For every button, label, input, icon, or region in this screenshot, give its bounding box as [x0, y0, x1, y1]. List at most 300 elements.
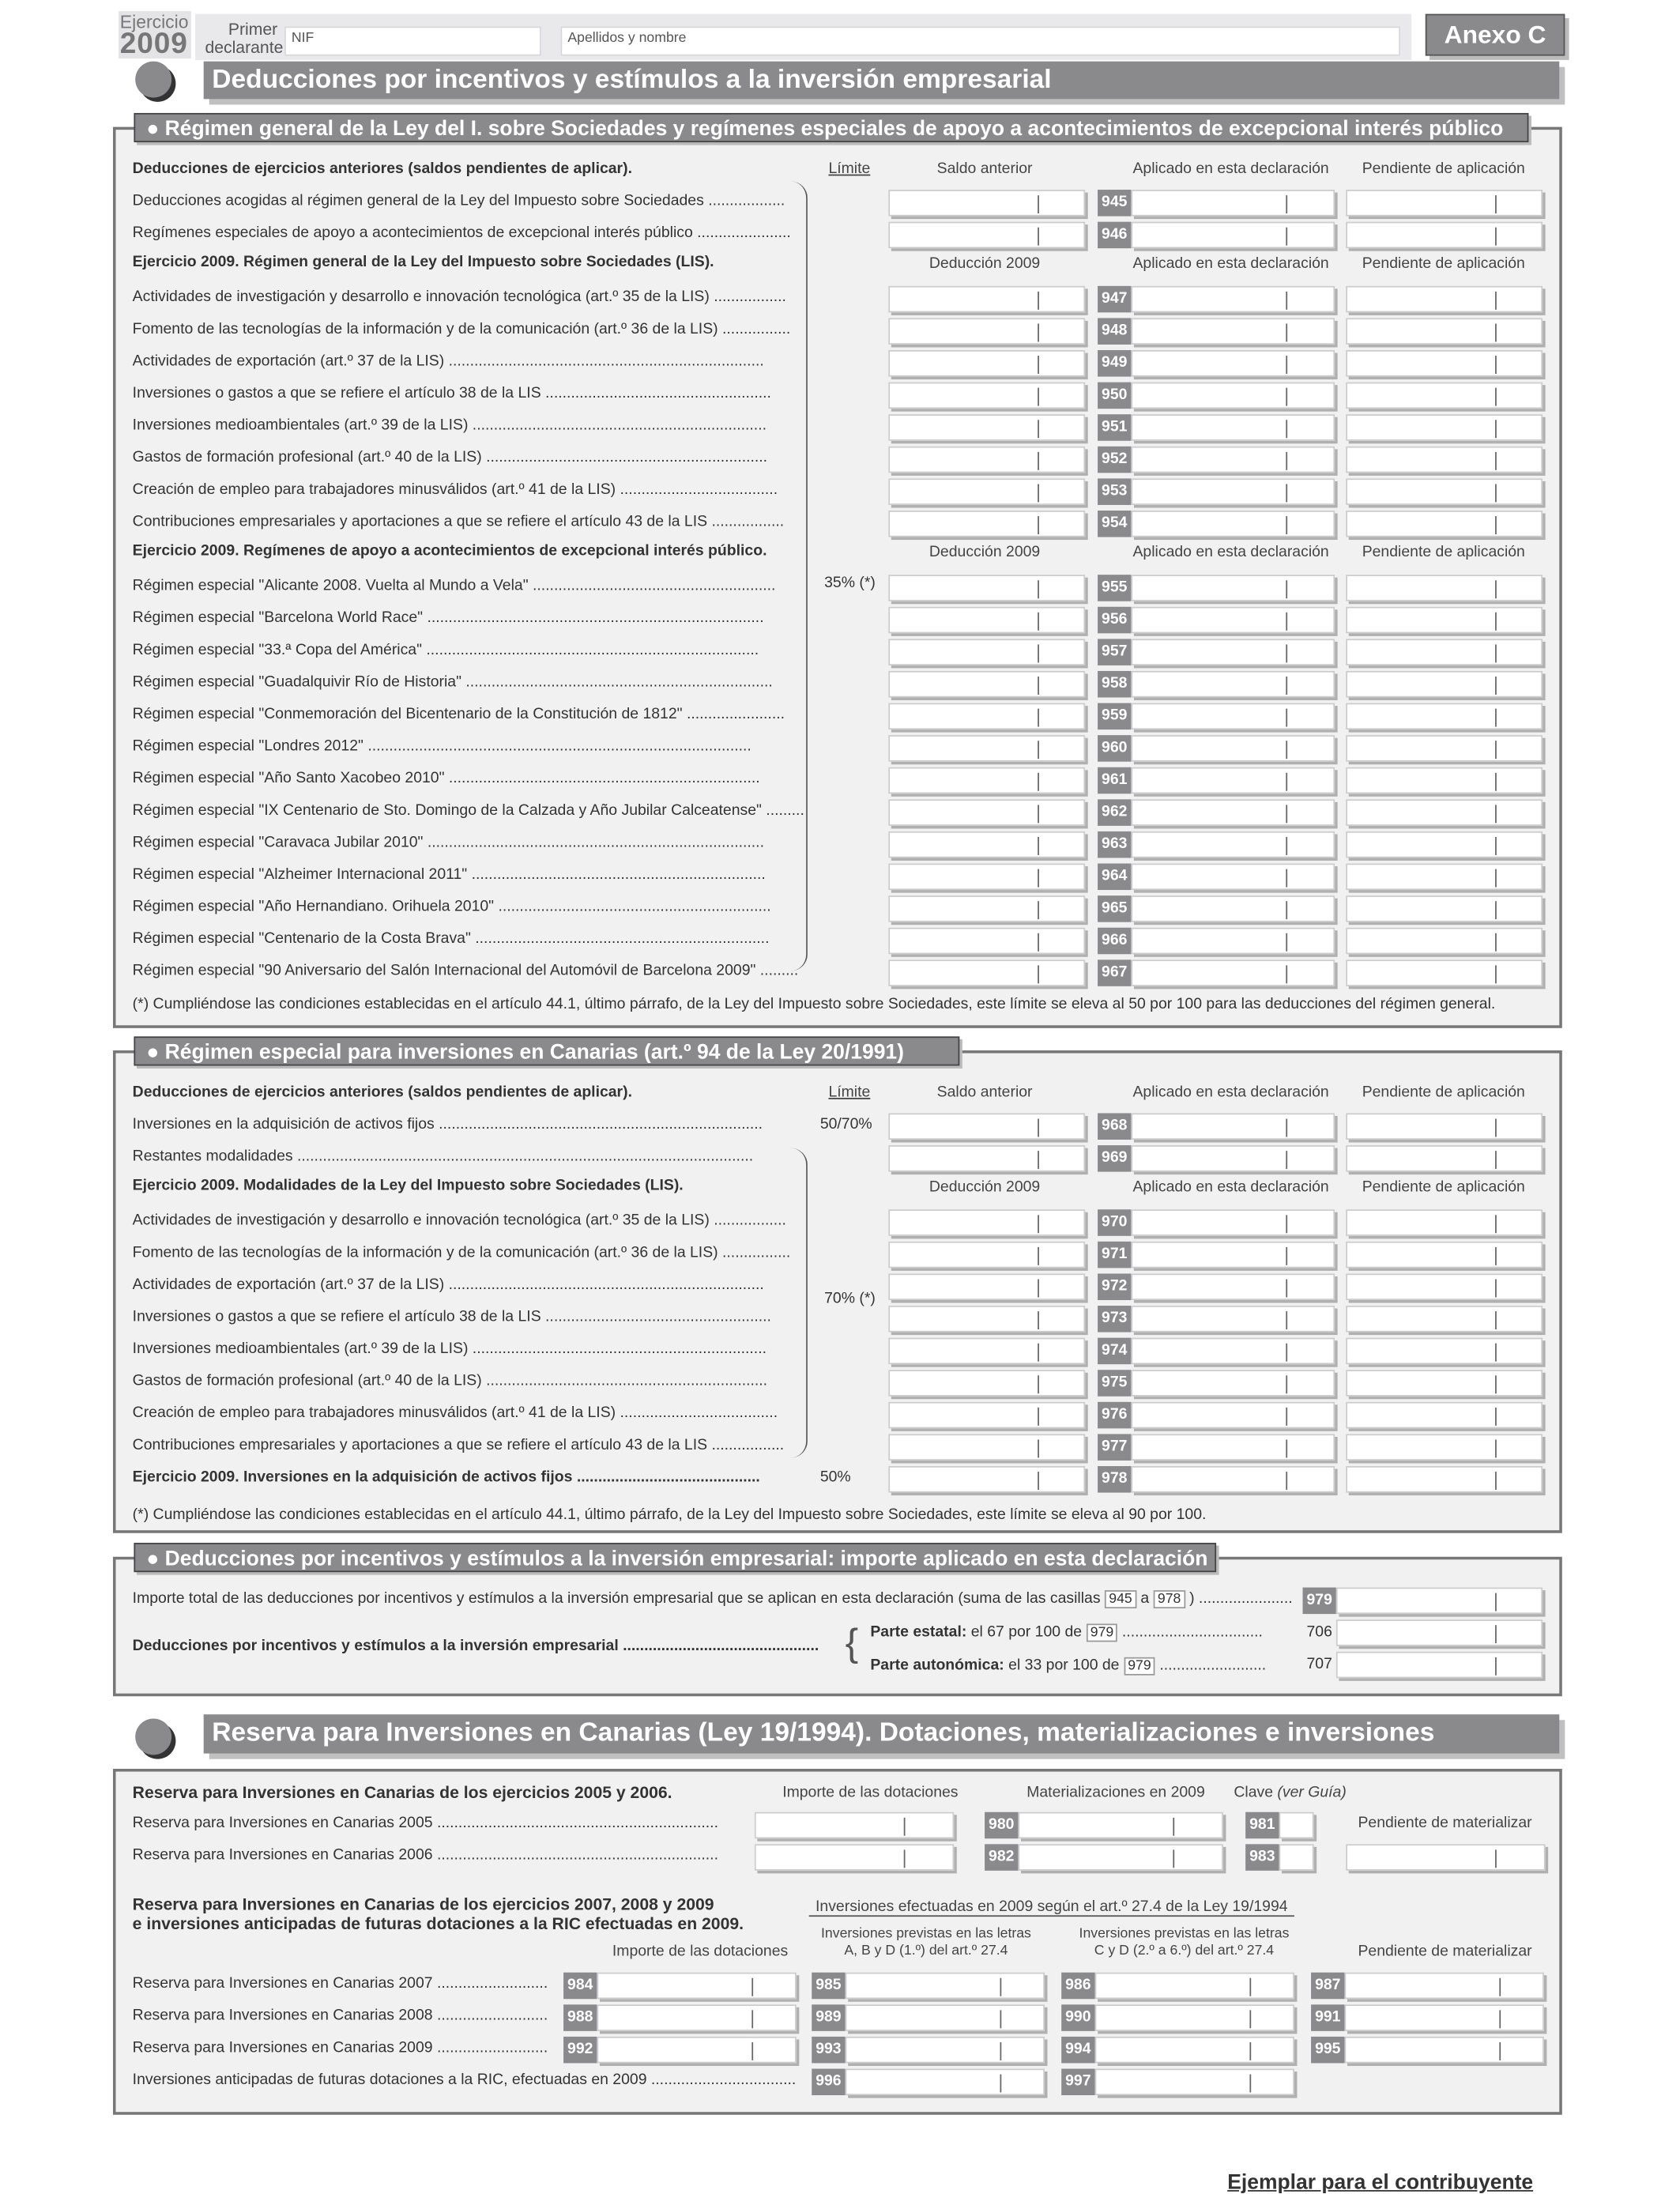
field-applied-947[interactable] [1131, 286, 1335, 313]
field-pending-958[interactable] [1346, 671, 1543, 698]
code-966: 966 [1098, 928, 1131, 955]
ric-2005-label: Reserva para Inversiones en Canarias 2005 .................................................................. [132, 1815, 718, 1832]
field-pending-962[interactable] [1346, 799, 1543, 826]
col-inversiones: Inversiones efectuadas en 2009 según el art.º 27.4 de la Ley 19/1994 [809, 1898, 1294, 1917]
code-961: 961 [1098, 767, 1131, 794]
field-pending-977[interactable] [1346, 1434, 1543, 1461]
field-applied-964[interactable] [1131, 864, 1335, 891]
field-980[interactable] [1018, 1812, 1222, 1839]
name-label: Apellidos y nombre [567, 30, 687, 47]
s2-row-limit: 50/70% [819, 1116, 872, 1133]
code-965: 965 [1098, 895, 1131, 922]
s1-row-label: Régimen especial "Caravaca Jubilar 2010" ............................................................................... [132, 834, 764, 851]
s2-row-label: Inversiones o gastos a que se refiere el artículo 38 de la LIS ..................................................... [132, 1308, 771, 1325]
s1-row-label: Régimen especial "33.ª Copa del América" .............................................................................. [132, 641, 759, 659]
field-993[interactable] [846, 2037, 1045, 2064]
field-pending-946[interactable] [1346, 222, 1543, 249]
s1-row-label: Régimen especial "Guadalquivir Río de Historia" ........................................................................ [132, 673, 773, 691]
auton-b: el 33 por 100 de [1008, 1657, 1120, 1674]
field-prev-953[interactable] [888, 478, 1085, 505]
s1-row-label: Régimen especial "Año Hernandiano. Orihuela 2010" ................................................................ [132, 898, 771, 915]
code-946: 946 [1098, 222, 1131, 249]
field-applied-956[interactable] [1131, 607, 1335, 634]
field-pending-967[interactable] [1346, 959, 1543, 986]
field-applied-948[interactable] [1131, 318, 1335, 345]
field-applied-955[interactable] [1131, 575, 1335, 601]
field-987[interactable] [1344, 1973, 1543, 2000]
split-brace: { [845, 1620, 859, 1664]
code-968: 968 [1098, 1113, 1131, 1140]
field-applied-975[interactable] [1131, 1370, 1335, 1397]
code-980: 980 [985, 1812, 1018, 1839]
field-prev-957[interactable] [888, 639, 1085, 665]
code-957: 957 [1098, 639, 1131, 665]
s1-row-label: Contribuciones empresariales y aportaciones a que se refiere el artículo 43 de la LIS ................. [132, 513, 785, 530]
ric-anticipadas-label: Inversiones anticipadas de futuras dotaciones a la RIC, efectuadas en 2009 .................................. [132, 2071, 797, 2089]
s2-row-limit: 50% [819, 1468, 851, 1486]
bullet-circle-icon [135, 62, 171, 98]
field-986[interactable] [1095, 1973, 1294, 2000]
field-pending-969[interactable] [1346, 1145, 1543, 1172]
field-pending-961[interactable] [1346, 767, 1543, 794]
section-general-regime-title: ● Régimen general de la Ley del I. sobre Sociedades y regímenes especiales de apoyo a acontecimientos de excepcional interés público [134, 113, 1528, 142]
ref-box: 979 [1124, 1657, 1155, 1676]
s2-row-label: Restantes modalidades ........................................................................................................... [132, 1148, 754, 1165]
ric-row-label: Reserva para Inversiones en Canarias 2008 .......................... [132, 2007, 548, 2025]
s2-row-label: Ejercicio 2009. Inversiones en la adquisición de activos fijos ........................................... [132, 1468, 760, 1486]
field-prev-971[interactable] [888, 1242, 1085, 1269]
s2-row-label: Actividades de investigación y desarrollo e innovación tecnológica (art.º 35 de la LIS) ................. [132, 1212, 786, 1229]
inv1b: A, B y D (1.º) del art.º 27.4 [844, 1943, 1008, 1959]
ric-row-label: Reserva para Inversiones en Canarias 2007 .......................... [132, 1975, 548, 1992]
field-prev-958[interactable] [888, 671, 1085, 698]
field-prev-966[interactable] [888, 928, 1085, 955]
field-applied-957[interactable] [1131, 639, 1335, 665]
s1-prev-heading: Deducciones de ejercicios anteriores (saldos pendientes de aplicar). [132, 160, 632, 178]
s2-footnote: (*) Cumpliéndose las condiciones establecidas en el artículo 44.1, último párrafo, de la Ley del Impuesto sobre Sociedades, este límite se eleva al 90 por 100. [132, 1506, 1207, 1524]
field-prev-959[interactable] [888, 703, 1085, 730]
field-applied-950[interactable] [1131, 383, 1335, 409]
ref-box: 945 [1105, 1590, 1136, 1608]
section-canarias-regime-title: ● Régimen especial para inversiones en Canarias (art.º 94 de la Ley 20/1991) [134, 1036, 959, 1065]
field-pending-963[interactable] [1346, 831, 1543, 858]
field-pending-957[interactable] [1346, 639, 1543, 665]
field-990[interactable] [1095, 2004, 1294, 2031]
field-991[interactable] [1344, 2004, 1543, 2031]
s1-row-label: Régimen especial "Londres 2012" .......................................................................................... [132, 737, 751, 755]
code-959: 959 [1098, 703, 1131, 730]
field-pending-970[interactable] [1346, 1209, 1543, 1236]
clave-italic: (ver Guía) [1277, 1784, 1347, 1801]
field-prev-962[interactable] [888, 799, 1085, 826]
field-pending-976[interactable] [1346, 1402, 1543, 1429]
ref-box: 979 [1086, 1623, 1117, 1642]
inv2a: Inversiones previstas en las letras [1079, 1926, 1290, 1942]
name-field[interactable] [561, 27, 1401, 56]
s2-col-applied: Aplicado en esta declaración [1132, 1084, 1329, 1101]
field-985[interactable] [846, 1973, 1045, 2000]
code-972: 972 [1098, 1273, 1131, 1300]
s1-row-label: Deducciones acogidas al régimen general de la Ley del Impuesto sobre Sociedades .................. [132, 192, 785, 209]
code-973: 973 [1098, 1306, 1131, 1333]
field-pending-951[interactable] [1346, 414, 1543, 441]
s2-row-label: Inversiones medioambientales (art.º 39 de la LIS) ..................................................................... [132, 1340, 767, 1358]
auton-a: Parte autonómica: [870, 1657, 1004, 1674]
field-applied-958[interactable] [1131, 671, 1335, 698]
s1-row-label: Regímenes especiales de apoyo a acontecimientos de excepcional interés público ...................... [132, 224, 791, 242]
field-applied-977[interactable] [1131, 1434, 1335, 1461]
code-953: 953 [1098, 478, 1131, 505]
field-applied-961[interactable] [1131, 767, 1335, 794]
field-pending-974[interactable] [1346, 1338, 1543, 1365]
field-994[interactable] [1095, 2037, 1294, 2064]
field-995[interactable] [1344, 2037, 1543, 2064]
ref-box: 978 [1154, 1590, 1185, 1608]
s1-col-ded2009: Deducción 2009 [929, 544, 1041, 561]
code-982: 982 [985, 1844, 1018, 1871]
code-949: 949 [1098, 350, 1131, 377]
field-prev-955[interactable] [888, 575, 1085, 601]
code-976: 976 [1098, 1402, 1131, 1429]
code-993: 993 [812, 2037, 845, 2064]
field-979[interactable] [1336, 1588, 1543, 1615]
ric-row-label: Reserva para Inversiones en Canarias 2009 .......................... [132, 2039, 548, 2056]
code-950: 950 [1098, 383, 1131, 409]
field-prev-952[interactable] [888, 447, 1085, 473]
estatal-label [870, 1623, 1263, 1642]
field-prev-973[interactable] [888, 1306, 1085, 1333]
field-prev-945[interactable] [888, 190, 1085, 217]
s2-row-label: Fomento de las tecnologías de la información y de la comunicación (art.º 36 de la LIS) ................ [132, 1244, 791, 1261]
field-applied-970[interactable] [1131, 1209, 1335, 1236]
s2-row-label: Creación de empleo para trabajadores minusválidos (art.º 41 de la LIS) ..................................... [132, 1404, 778, 1422]
code-963: 963 [1098, 831, 1131, 858]
s1-col-pending: Pendiente de aplicación [1362, 544, 1525, 561]
s1-col-applied: Aplicado en esta declaración [1132, 254, 1329, 273]
total-text-b: a [1140, 1590, 1150, 1608]
autonomica-label [870, 1657, 1266, 1676]
primer-text: Primer [228, 19, 278, 40]
col-inv-cd [1060, 1926, 1308, 1959]
field-applied-969[interactable] [1131, 1145, 1335, 1172]
total-text-a: Importe total de las deducciones por incentivos y estímulos a la inversión empresarial que se aplican en esta declaración (suma de las casillas [132, 1590, 1101, 1608]
s1-row-label: Creación de empleo para trabajadores minusválidos (art.º 41 de la LIS) ..................................... [132, 481, 778, 499]
col-inv-abd [809, 1926, 1044, 1959]
ric-0506-heading: Reserva para Inversiones en Canarias de los ejercicios 2005 y 2006. [132, 1782, 672, 1803]
code-992: 992 [563, 2037, 597, 2064]
code-971: 971 [1098, 1242, 1131, 1269]
code-969: 969 [1098, 1145, 1131, 1172]
s1-row-label: Régimen especial "90 Aniversario del Salón Internacional del Automóvil de Barcelona 2009" ......... [132, 962, 799, 980]
code-706: 706 [1306, 1623, 1332, 1641]
code-964: 964 [1098, 864, 1131, 891]
field-prev-968[interactable] [888, 1113, 1085, 1140]
s2-row-label: Contribuciones empresariales y aportaciones a que se refiere el artículo 43 de la LIS ................. [132, 1436, 785, 1454]
s2-col-limit: Límite [828, 1084, 871, 1101]
s1-row-label: Actividades de investigación y desarrollo e innovación tecnológica (art.º 35 de la LIS) ................. [132, 288, 786, 306]
field-prev-951[interactable] [888, 414, 1085, 441]
field-prev-977[interactable] [888, 1434, 1085, 1461]
field-996[interactable] [846, 2068, 1045, 2095]
field-992[interactable] [597, 2037, 796, 2064]
s2-row-label: Actividades de exportación (art.º 37 de la LIS) .......................................................................... [132, 1276, 764, 1294]
field-applied-959[interactable] [1131, 703, 1335, 730]
field-pending-964[interactable] [1346, 864, 1543, 891]
code-987: 987 [1311, 1973, 1344, 2000]
code-996: 996 [812, 2068, 845, 2095]
field-prev-954[interactable] [888, 511, 1085, 537]
s1-col-ded2009: Deducción 2009 [929, 254, 1041, 273]
field-pending-971[interactable] [1346, 1242, 1543, 1269]
ric-0709-heading-b: e inversiones anticipadas de futuras dotaciones a la RIC efectuadas en 2009. [132, 1913, 744, 1934]
code-975: 975 [1098, 1370, 1131, 1397]
s1-row-label: Gastos de formación profesional (art.º 40 de la LIS) .................................................................. [132, 449, 768, 466]
field-applied-976[interactable] [1131, 1402, 1335, 1429]
code-970: 970 [1098, 1209, 1131, 1236]
code-978: 978 [1098, 1466, 1131, 1493]
col-clave [1227, 1784, 1353, 1800]
section-total-applied-title: ● Deducciones por incentivos y estímulos a la inversión empresarial: importe aplicado en esta declaración [134, 1543, 1216, 1572]
field-applied-945[interactable] [1131, 190, 1335, 217]
code-951: 951 [1098, 414, 1131, 441]
code-986: 986 [1061, 1973, 1094, 2000]
field-pending-949[interactable] [1346, 350, 1543, 377]
field-pending-968[interactable] [1346, 1113, 1543, 1140]
field-applied-946[interactable] [1131, 222, 1335, 249]
code-958: 958 [1098, 671, 1131, 698]
field-pending-960[interactable] [1346, 735, 1543, 762]
field-applied-952[interactable] [1131, 447, 1335, 473]
field-pending-959[interactable] [1346, 703, 1543, 730]
estatal-d: ................................. [1121, 1623, 1263, 1641]
ric-0709-heading-a: Reserva para Inversiones en Canarias de los ejercicios 2007, 2008 y 2009 [132, 1894, 714, 1914]
field-applied-963[interactable] [1131, 831, 1335, 858]
field-applied-966[interactable] [1131, 928, 1335, 955]
code-974: 974 [1098, 1338, 1131, 1365]
code-994: 994 [1061, 2037, 1094, 2064]
s1-row-label: Régimen especial "Alzheimer Internacional 2011" ..................................................................... [132, 866, 766, 884]
col-pendiente-2: Pendiente de materializar [1358, 1943, 1532, 1960]
code-997: 997 [1061, 2068, 1094, 2095]
field-applied-972[interactable] [1131, 1273, 1335, 1300]
col-materializaciones: Materializaciones en 2009 [1026, 1784, 1205, 1801]
s1-col-pending: Pendiente de aplicación [1362, 160, 1525, 178]
field-983[interactable] [1279, 1844, 1314, 1871]
field-prev-946[interactable] [888, 222, 1085, 249]
s1-subheading: Ejercicio 2009. Régimen general de la Ley del Impuesto sobre Sociedades (LIS). [132, 254, 714, 271]
code-962: 962 [1098, 799, 1131, 826]
s1-footnote: (*) Cumpliéndose las condiciones establecidas en el artículo 44.1, último párrafo, de la Ley del Impuesto sobre Sociedades, este límite se eleva al 50 por 100 para las deducciones del régimen general. [132, 996, 1496, 1013]
code-989: 989 [812, 2004, 845, 2031]
code-967: 967 [1098, 959, 1131, 986]
field-applied-974[interactable] [1131, 1338, 1335, 1365]
ric-2006-label: Reserva para Inversiones en Canarias 2006 .................................................................. [132, 1846, 718, 1864]
s1-row-label: Régimen especial "Centenario de la Costa Brava" ..................................................................... [132, 930, 770, 948]
code-991: 991 [1311, 2004, 1344, 2031]
inv2b: C y D (2.º a 6.º) del art.º 27.4 [1094, 1943, 1275, 1959]
field-pending-973[interactable] [1346, 1306, 1543, 1333]
s2-col-prev: Saldo anterior [936, 1084, 1033, 1101]
field-984[interactable] [597, 1973, 796, 2000]
col-dotaciones: Importe de las dotaciones [782, 1784, 959, 1801]
code-988: 988 [563, 2004, 597, 2031]
field-pending-975[interactable] [1346, 1370, 1543, 1397]
field-707[interactable] [1336, 1652, 1543, 1679]
s1-row-label: Régimen especial "Alicante 2008. Vuelta al Mundo a Vela" ......................................................... [132, 577, 776, 594]
field-pending-954[interactable] [1346, 511, 1543, 537]
field-prev-972[interactable] [888, 1273, 1085, 1300]
code-707: 707 [1306, 1656, 1332, 1673]
field-pending-966[interactable] [1346, 928, 1543, 955]
inv1a: Inversiones previstas en las letras [821, 1926, 1031, 1942]
clave-text: Clave [1234, 1784, 1274, 1801]
field-981[interactable] [1279, 1812, 1314, 1839]
ric-title: Reserva para Inversiones en Canarias (Ley 19/1994). Dotaciones, materializaciones e inversiones [204, 1714, 1560, 1753]
annex-badge: Anexo C [1426, 14, 1565, 56]
field-997[interactable] [1095, 2068, 1294, 2095]
field-706[interactable] [1336, 1619, 1543, 1646]
primer-declarante-label [205, 19, 284, 58]
field-prev-947[interactable] [888, 286, 1085, 313]
s1-row-label: Inversiones o gastos a que se refiere el artículo 38 de la LIS ..................................................... [132, 385, 771, 402]
field-pending-978[interactable] [1346, 1466, 1543, 1493]
code-984: 984 [563, 1973, 597, 2000]
s1-brace [788, 181, 808, 971]
s1-row-label: Inversiones medioambientales (art.º 39 de la LIS) ..................................................................... [132, 417, 767, 434]
nif-field[interactable] [284, 27, 541, 56]
field-prev-963[interactable] [888, 831, 1085, 858]
field-applied-978[interactable] [1131, 1466, 1335, 1493]
field-pending-953[interactable] [1346, 478, 1543, 505]
deductions-split-label: Deducciones por incentivos y estímulos a la inversión empresarial .............................................. [132, 1638, 819, 1655]
s2-row-label: Inversiones en la adquisición de activos fijos ............................................................................ [132, 1116, 763, 1133]
field-prev-961[interactable] [888, 767, 1085, 794]
total-text-d: ) ...................... [1189, 1590, 1293, 1608]
s1-col-limit: Límite [828, 160, 871, 178]
code-983: 983 [1245, 1844, 1279, 1871]
field-pending-956[interactable] [1346, 607, 1543, 634]
field-ric2006-dotacion[interactable] [755, 1844, 954, 1871]
col-dotaciones-2: Importe de las dotaciones [612, 1943, 789, 1960]
field-applied-949[interactable] [1131, 350, 1335, 377]
field-prev-956[interactable] [888, 607, 1085, 634]
field-applied-962[interactable] [1131, 799, 1335, 826]
field-prev-978[interactable] [888, 1466, 1085, 1493]
field-988[interactable] [597, 2004, 796, 2031]
field-prev-960[interactable] [888, 735, 1085, 762]
field-989[interactable] [846, 2004, 1045, 2031]
field-prev-969[interactable] [888, 1145, 1085, 1172]
field-prev-964[interactable] [888, 864, 1085, 891]
code-979: 979 [1303, 1588, 1336, 1615]
field-applied-968[interactable] [1131, 1113, 1335, 1140]
s1-subheading: Ejercicio 2009. Regímenes de apoyo a acontecimientos de excepcional interés público. [132, 542, 767, 560]
s1-col-applied: Aplicado en esta declaración [1132, 544, 1329, 561]
total-deductions-label [133, 1590, 1293, 1608]
declarante-text: declarante [205, 37, 284, 58]
code-952: 952 [1098, 447, 1131, 473]
s1-col-prev: Saldo anterior [936, 160, 1033, 178]
s1-row-label: Régimen especial "Año Santo Xacobeo 2010" ......................................................................... [132, 770, 760, 787]
year-number: 2009 [119, 28, 188, 60]
field-pending-948[interactable] [1346, 318, 1543, 345]
field-applied-951[interactable] [1131, 414, 1335, 441]
field-applied-960[interactable] [1131, 735, 1335, 762]
s1-row-label: Régimen especial "Conmemoración del Bicentenario de la Constitución de 1812" ....................... [132, 706, 785, 723]
s2-subheading: Ejercicio 2009. Modalidades de la Ley del Impuesto sobre Sociedades (LIS). [132, 1177, 684, 1194]
estatal-b: el 67 por 100 de [970, 1623, 1083, 1641]
s2-col-ded2009: Deducción 2009 [929, 1178, 1041, 1196]
field-pending-972[interactable] [1346, 1273, 1543, 1300]
s2-col-pending: Pendiente de aplicación [1362, 1084, 1525, 1101]
field-pending-952[interactable] [1346, 447, 1543, 473]
field-ric2005-dotacion[interactable] [755, 1812, 954, 1839]
s2-col-pending: Pendiente de aplicación [1362, 1178, 1525, 1196]
field-prev-950[interactable] [888, 383, 1085, 409]
field-applied-965[interactable] [1131, 895, 1335, 922]
s2-limit: 70% (*) [824, 1290, 876, 1307]
field-pending-945[interactable] [1346, 190, 1543, 217]
code-960: 960 [1098, 735, 1131, 762]
s1-row-label: Régimen especial "Barcelona World Race" ............................................................................... [132, 609, 764, 627]
s1-row-label: Actividades de exportación (art.º 37 de la LIS) .......................................................................... [132, 352, 764, 370]
code-990: 990 [1061, 2004, 1094, 2031]
auton-d: ......................... [1159, 1657, 1267, 1674]
footer-copy-label: Ejemplar para el contribuyente [1227, 2170, 1534, 2194]
s1-row-label: Régimen especial "IX Centenario de Sto. Domingo de la Calzada y Año Jubilar Calceatense" ......... [132, 801, 804, 820]
code-985: 985 [812, 1973, 845, 2000]
field-prev-949[interactable] [888, 350, 1085, 377]
code-954: 954 [1098, 511, 1131, 537]
field-pending-955[interactable] [1346, 575, 1543, 601]
field-applied-967[interactable] [1131, 959, 1335, 986]
code-955: 955 [1098, 575, 1131, 601]
field-pending-950[interactable] [1346, 383, 1543, 409]
field-prev-974[interactable] [888, 1338, 1085, 1365]
year-label: Ejercicio [119, 11, 189, 32]
field-applied-954[interactable] [1131, 511, 1335, 537]
field-prev-965[interactable] [888, 895, 1085, 922]
field-prev-970[interactable] [888, 1209, 1085, 1236]
estatal-a: Parte estatal: [870, 1623, 967, 1641]
code-995: 995 [1311, 2037, 1344, 2064]
code-947: 947 [1098, 286, 1131, 313]
page-title: Deducciones por incentivos y estímulos a la inversión empresarial [204, 62, 1560, 100]
field-pending-965[interactable] [1346, 895, 1543, 922]
field-prev-976[interactable] [888, 1402, 1085, 1429]
s1-col-applied: Aplicado en esta declaración [1132, 160, 1329, 178]
s2-row-label: Gastos de formación profesional (art.º 40 de la LIS) .................................................................. [132, 1372, 768, 1389]
s2-col-applied: Aplicado en esta declaración [1132, 1178, 1329, 1196]
field-applied-953[interactable] [1131, 478, 1335, 505]
code-956: 956 [1098, 607, 1131, 634]
field-applied-973[interactable] [1131, 1306, 1335, 1333]
s2-prev-heading: Deducciones de ejercicios anteriores (saldos pendientes de aplicar). [132, 1084, 632, 1101]
col-pendiente-mat: Pendiente de materializar [1358, 1815, 1532, 1832]
field-applied-971[interactable] [1131, 1242, 1335, 1269]
field-prev-967[interactable] [888, 959, 1085, 986]
s1-col-pending: Pendiente de aplicación [1362, 254, 1525, 273]
field-pendiente-2006[interactable] [1346, 1844, 1545, 1871]
code-981: 981 [1245, 1812, 1279, 1839]
code-945: 945 [1098, 190, 1131, 217]
s1-limit: 35% (*) [824, 575, 876, 592]
field-prev-975[interactable] [888, 1370, 1085, 1397]
code-948: 948 [1098, 318, 1131, 345]
field-982[interactable] [1018, 1844, 1222, 1871]
field-prev-948[interactable] [888, 318, 1085, 345]
field-pending-947[interactable] [1346, 286, 1543, 313]
